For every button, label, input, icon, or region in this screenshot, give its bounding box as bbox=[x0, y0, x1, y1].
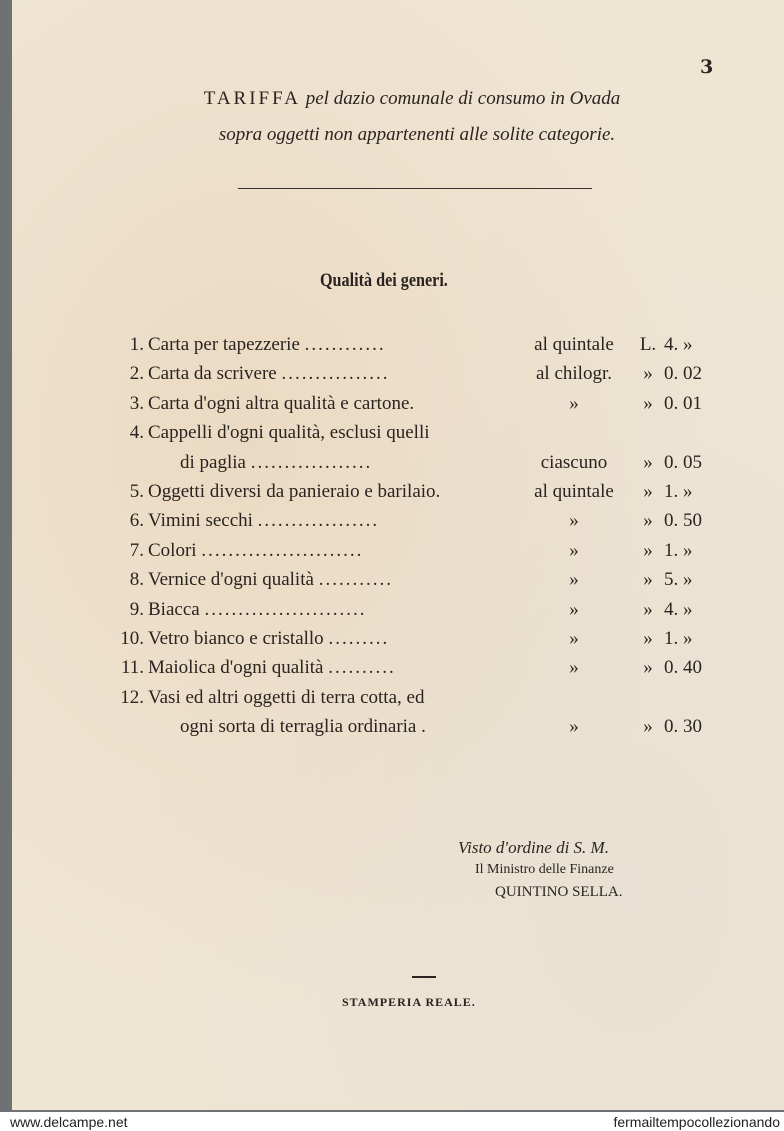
item-description-text: di paglia bbox=[180, 451, 246, 473]
item-currency-ditto: » bbox=[643, 627, 653, 649]
item-number: 11. bbox=[120, 657, 144, 679]
document-title bbox=[20, 88, 784, 110]
item-description-text: Vernice d'ogni qualità bbox=[148, 569, 314, 591]
table-row bbox=[0, 714, 784, 743]
footer-right-watermark: fermailtempocollezionando bbox=[613, 1114, 780, 1130]
item-currency-ditto: » bbox=[643, 539, 653, 561]
item-description-text: Vasi ed altri oggetti di terra cotta, ed bbox=[148, 686, 425, 708]
item-description-text: Vetro bianco e cristallo bbox=[148, 627, 324, 649]
item-description bbox=[148, 363, 389, 385]
item-description bbox=[148, 510, 379, 532]
item-number: 1. bbox=[129, 334, 144, 355]
item-rate: 0. 01 bbox=[664, 392, 702, 414]
table-row bbox=[0, 567, 784, 596]
item-number: 8. bbox=[129, 569, 144, 591]
item-description bbox=[148, 422, 430, 444]
item-unit: al quintale bbox=[534, 480, 614, 502]
document-subtitle: sopra oggetti non appartenenti alle solite categorie. bbox=[218, 124, 616, 145]
printer-imprint: STAMPERIA REALE. bbox=[342, 995, 476, 1009]
item-number: 2. bbox=[129, 363, 144, 385]
item-currency-ditto: » bbox=[643, 392, 653, 414]
divider-short bbox=[412, 976, 436, 978]
leader-dots: .......... bbox=[328, 657, 396, 679]
item-rate: 1. » bbox=[664, 480, 693, 502]
item-unit: » bbox=[569, 392, 579, 414]
item-description-text: ogni sorta di terraglia ordinaria . bbox=[180, 716, 426, 738]
item-number: 4. bbox=[129, 422, 144, 444]
item-unit: ciascuno bbox=[540, 451, 608, 473]
footer-left-watermark: www.delcampe.net bbox=[10, 1114, 128, 1130]
item-unit: » bbox=[569, 598, 579, 620]
table-row bbox=[0, 479, 784, 508]
section-heading: Qualità dei generi. bbox=[320, 270, 448, 291]
item-unit: » bbox=[569, 627, 579, 649]
table-row bbox=[0, 626, 784, 655]
item-number: 9. bbox=[129, 598, 144, 620]
item-unit: » bbox=[569, 569, 579, 591]
item-description bbox=[148, 334, 386, 356]
item-rate: 0. 05 bbox=[664, 451, 702, 473]
title-caps: TARIFFA bbox=[203, 88, 301, 109]
item-description-text: Vimini secchi bbox=[148, 510, 253, 532]
item-number: 6. bbox=[129, 510, 144, 532]
item-description-text: Maiolica d'ogni qualità bbox=[148, 657, 324, 679]
table-row bbox=[0, 685, 784, 714]
leader-dots: ............ bbox=[304, 334, 386, 355]
item-description bbox=[148, 599, 366, 621]
tariff-table bbox=[0, 332, 784, 743]
item-unit: » bbox=[569, 657, 579, 679]
item-description-text: Carta d'ogni altra qualità e cartone. bbox=[148, 392, 415, 414]
leader-dots: ........................ bbox=[204, 598, 367, 620]
item-rate: 0. 50 bbox=[664, 510, 702, 532]
item-number: 12. bbox=[120, 686, 144, 708]
item-description bbox=[180, 716, 426, 738]
title-rest: pel dazio comunale di consumo in Ovada bbox=[305, 88, 621, 109]
item-description bbox=[148, 628, 389, 650]
item-description-text: Carta da scrivere bbox=[148, 363, 277, 385]
table-row bbox=[0, 655, 784, 684]
table-row bbox=[0, 391, 784, 420]
table-row bbox=[0, 450, 784, 479]
signature-line-2: Il Ministro delle Finanze bbox=[475, 862, 614, 877]
item-number: 5. bbox=[129, 480, 144, 502]
item-currency-ditto: » bbox=[643, 569, 653, 591]
item-description-text: Biacca bbox=[148, 598, 200, 620]
page-number: 3 bbox=[700, 56, 714, 78]
item-description-text: Oggetti diversi da panieraio e barilaio. bbox=[148, 480, 441, 502]
item-description-text: Cappelli d'ogni qualità, esclusi quelli bbox=[148, 422, 430, 444]
table-row bbox=[0, 332, 784, 361]
item-currency-ditto: » bbox=[643, 363, 653, 385]
signature-line-3: QUINTINO SELLA. bbox=[495, 884, 623, 900]
item-currency-ditto: » bbox=[643, 598, 653, 620]
item-rate: 0. 30 bbox=[664, 716, 702, 738]
item-currency-ditto: » bbox=[643, 716, 653, 738]
divider bbox=[238, 188, 592, 189]
leader-dots: .................. bbox=[250, 451, 373, 473]
item-number: 10. bbox=[120, 627, 144, 649]
item-rate: 0. 40 bbox=[664, 657, 702, 679]
item-description bbox=[180, 452, 372, 474]
item-description bbox=[148, 687, 424, 709]
item-description-text: Colori bbox=[148, 539, 197, 561]
item-description-text: Carta per tapezzerie bbox=[148, 334, 300, 355]
item-description bbox=[148, 569, 393, 591]
item-rate: 1. » bbox=[664, 539, 693, 561]
item-number: 3. bbox=[129, 392, 144, 414]
item-description bbox=[148, 393, 414, 415]
item-number: 7. bbox=[129, 539, 144, 561]
leader-dots: ......... bbox=[328, 627, 390, 649]
leader-dots: ........... bbox=[318, 569, 393, 591]
table-row bbox=[0, 361, 784, 390]
leader-dots: ................ bbox=[281, 363, 390, 385]
item-unit: al chilogr. bbox=[536, 363, 612, 385]
table-row bbox=[0, 508, 784, 537]
item-rate: 0. 02 bbox=[664, 363, 702, 385]
item-unit: » bbox=[569, 510, 579, 532]
item-currency-ditto: L. bbox=[639, 334, 657, 355]
item-unit: » bbox=[569, 716, 579, 738]
item-description bbox=[148, 540, 363, 562]
item-rate: 4. » bbox=[664, 598, 693, 620]
item-rate: 5. » bbox=[664, 569, 693, 591]
leader-dots: .................. bbox=[257, 510, 380, 532]
leader-dots: ........................ bbox=[201, 539, 364, 561]
table-row bbox=[0, 597, 784, 626]
signature-line-1: Visto d'ordine di S. M. bbox=[458, 838, 609, 857]
item-currency-ditto: » bbox=[643, 480, 653, 502]
item-currency-ditto: » bbox=[643, 510, 653, 532]
item-unit: al quintale bbox=[534, 334, 614, 355]
item-description bbox=[148, 657, 396, 679]
item-currency-ditto: » bbox=[643, 657, 653, 679]
table-row bbox=[0, 420, 784, 449]
table-row bbox=[0, 538, 784, 567]
item-currency-ditto: » bbox=[643, 451, 653, 473]
item-description bbox=[148, 481, 440, 503]
item-rate: 4. » bbox=[664, 334, 693, 355]
item-unit: » bbox=[569, 539, 579, 561]
item-rate: 1. » bbox=[664, 627, 693, 649]
